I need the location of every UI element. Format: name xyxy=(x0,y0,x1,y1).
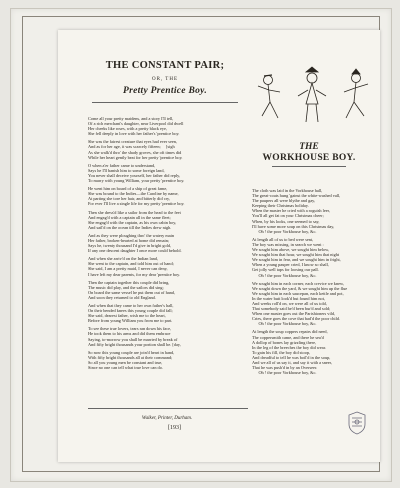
verse-line: You'll all get fat on your Christmas cheer; xyxy=(252,213,324,219)
verse-line: In the leg of the breeches the boy did wear. xyxy=(252,344,326,350)
verse-line: To marry with young William, your pretty 'prentice boy. xyxy=(88,178,185,184)
verse-line: She said, I am a pretty maid, I never can deny, xyxy=(88,266,168,272)
verse-line: For ever I'll live a single life for my pretty 'prentice boy. xyxy=(88,201,185,207)
verse-line: A dollop of bones lay grizzling there, xyxy=(252,339,317,345)
verse-line: The great-coats hung 'gainst the white-washed vall, xyxy=(252,193,341,199)
verse-line: We sought him that hour, we sought him that night xyxy=(252,252,340,258)
verse-line: Cries, there goes the cove that bad'd the poor child. xyxy=(252,316,340,322)
verse-line: I'll have some more soup on this Christmas day, xyxy=(252,223,335,229)
verse-line: To see these true lovers, tears ran down his face, xyxy=(88,326,172,332)
verse-line: He went him on board of a ship of great fame, xyxy=(88,186,168,192)
verse-line: And soon they returned to old England. xyxy=(88,294,156,300)
verse-line: Oh ! the poor Vorkhouse boy, &c. xyxy=(252,321,317,327)
verse-line: Before from young William you from me to part. xyxy=(88,318,173,324)
verse-line: And we all of us say it, and say it with a sneer, xyxy=(252,360,333,365)
verse-line: Keeping their Christmas holiday. xyxy=(252,203,309,209)
verse-line: We sought him in fear, and we sought him in fright, xyxy=(252,257,341,263)
verse-line: Her father, broken-hearted at home did remain; xyxy=(88,237,170,243)
verse-line: The cloth was laid in the Vorkhouse hall, xyxy=(252,188,323,193)
verse-line: Says he I'll banish him to some foreign land, xyxy=(88,167,165,173)
verse-line: We sought him in each corner, each crevice we knew, xyxy=(252,280,344,286)
left-bottom-rule xyxy=(88,408,248,409)
verse-line: And as they were ploughing thro' the watery main xyxy=(88,232,174,238)
verse-line: Then the captain together this couple did bring, xyxy=(88,279,170,285)
verse-line: And fifty bright thousands your portion shall be. [day, xyxy=(88,341,181,347)
left-subtitle: Pretty Prentice Boy. xyxy=(123,86,207,96)
verse-line: The coppersmith came, and there he sea'd xyxy=(252,334,324,340)
verse-line: When, by his looks, one seemed to say, xyxy=(252,218,320,224)
right-title-rule xyxy=(272,166,346,167)
verse-line: At length the soup coppers repairs did need, xyxy=(252,329,328,335)
verse-line: Of a rich merchant's daughter, near Liverpool did dwell xyxy=(88,121,184,127)
verse-line: She was bound to the Indies—the Caroline by name, xyxy=(88,191,179,197)
verse-line: Come all your pretty maidens, and a story I'll tell, xyxy=(88,116,174,121)
verse-line: She fell deeply in love with her father's 'prentice boy. xyxy=(88,131,180,137)
verse-line: So all you young men be constant and true, xyxy=(88,359,163,365)
verse-line: On their bended knees this young couple did fall; xyxy=(88,308,173,314)
verse-line: To gain his fill, the boy did stoop, xyxy=(252,349,311,355)
verse-line: When the master he cried with a roguish leer, xyxy=(252,208,330,214)
verse-line: At length all of us to bed were sent, xyxy=(252,236,314,242)
verse-line: The paupers all were blythe and gay, xyxy=(252,198,316,204)
verse-line: When a young pauper cried, I know so shall, xyxy=(252,262,329,268)
verse-line: I have left my dear parents, for my dear 'prentice boy. xyxy=(88,271,181,277)
verse-line: She went to the captain, and told him out of hand; xyxy=(88,261,174,267)
verse-line: Get jolly well taps for loosing our pall. xyxy=(252,267,319,273)
left-or: OR, THE xyxy=(151,77,179,82)
verse-line: In the water butt look'd but found him not, xyxy=(252,295,325,301)
verse-line: And dreadful to tell he was boil'd in the soup, xyxy=(252,354,331,360)
verse-line: Says he, twenty thousand I'd give in bright gold, xyxy=(88,243,172,249)
broadside-sheet xyxy=(58,30,380,462)
verse-line: With fifty bright thousands all at their command; xyxy=(88,354,173,360)
verse-line: The music did play, and the sailors did sing; xyxy=(88,284,164,290)
verse-line: She said, dearest father, wish me to the heart, xyxy=(88,313,166,319)
verse-line: On board the same vessel he put them out of hand, xyxy=(88,289,175,295)
left-title: THE CONSTANT PAIR; xyxy=(105,60,225,71)
verse-line: If any one descent daughter I once more could behold. xyxy=(88,248,182,254)
left-ballad-text xyxy=(88,116,185,370)
verse-line: And when that they came to her own father's hall, xyxy=(88,303,174,308)
verse-line: And as for her age, it was scarcely fifteen; [sigh xyxy=(88,144,175,150)
verse-line: As she walk'd thro' the shady groves, she oft times did xyxy=(88,149,182,155)
library-seal-stamp xyxy=(346,410,368,436)
verse-line: And when she arriv'd on the Indian land, xyxy=(88,256,158,262)
right-title-the: THE xyxy=(299,142,319,152)
dancing-figures-illustration xyxy=(248,66,378,138)
verse-line: O when a'er father came to understand, xyxy=(88,162,156,168)
verse-line: Her cheeks like roses, with a pretty black eye, xyxy=(88,126,167,132)
right-ballad-text xyxy=(252,188,347,375)
verse-line: That he was push'd in by an Overseer. xyxy=(252,365,318,371)
left-title-rule xyxy=(92,102,238,103)
verse-line: And sail'd on the ocean till the Indies drew nigh. xyxy=(88,224,172,230)
verse-line: She was the fairest creature that eyes had ever seen, xyxy=(88,139,177,145)
verse-line: When one master goes out the Parishioners vild, xyxy=(252,311,336,317)
verse-line: And weeks roll'd on, we were all of us told, xyxy=(252,300,327,306)
verse-line: Oh ! the poor Vorkhouse boy, &c. xyxy=(252,272,317,278)
verse-line: Saying, to-morrow you shall be married by break of xyxy=(88,336,178,342)
imprint: Walker, Printer, Durham. xyxy=(141,416,193,421)
verse-line: While her heart gently beat for her pretty 'prentice boy. xyxy=(88,154,183,160)
right-title: WORKHOUSE BOY. xyxy=(262,153,356,163)
verse-line: Since no one can tell what true love can do. xyxy=(88,365,163,371)
verse-line: She engag'd with the captain, as his own cabin boy, xyxy=(88,219,177,225)
verse-line: Oh ! the poor Vorkhouse boy, &c. xyxy=(252,228,317,234)
verse-line: At parting she tore her hair, and bitterly did cry, xyxy=(88,196,170,202)
verse-line: The boy was missing, in search we went : xyxy=(252,241,324,247)
verse-line: We sought him above, we sought him below, xyxy=(252,247,330,253)
verse-line: Then she dress'd like a sailor from the head to the feet xyxy=(88,209,181,215)
verse-line: He took them to his arms and did them embrace xyxy=(88,331,171,337)
verse-line: So now this young couple are join'd heart in hand, xyxy=(88,349,175,355)
verse-line: We sought him in each saucepan, each kettle and pot, xyxy=(252,290,344,296)
verse-line: And engag'd with a captain all in the same fleet; xyxy=(88,214,171,220)
verse-line: That somebody said he'd been bur'd and sold; xyxy=(252,306,331,312)
verse-line: You never shall deceive yourself, her father did reply, xyxy=(88,172,181,178)
verse-line: We sought down the yard, & we sought him up the flue xyxy=(252,285,348,291)
verse-line: Oh ! the poor Vorkhouse boy, &c. xyxy=(252,370,317,376)
sheet-number: [193] xyxy=(168,425,181,431)
